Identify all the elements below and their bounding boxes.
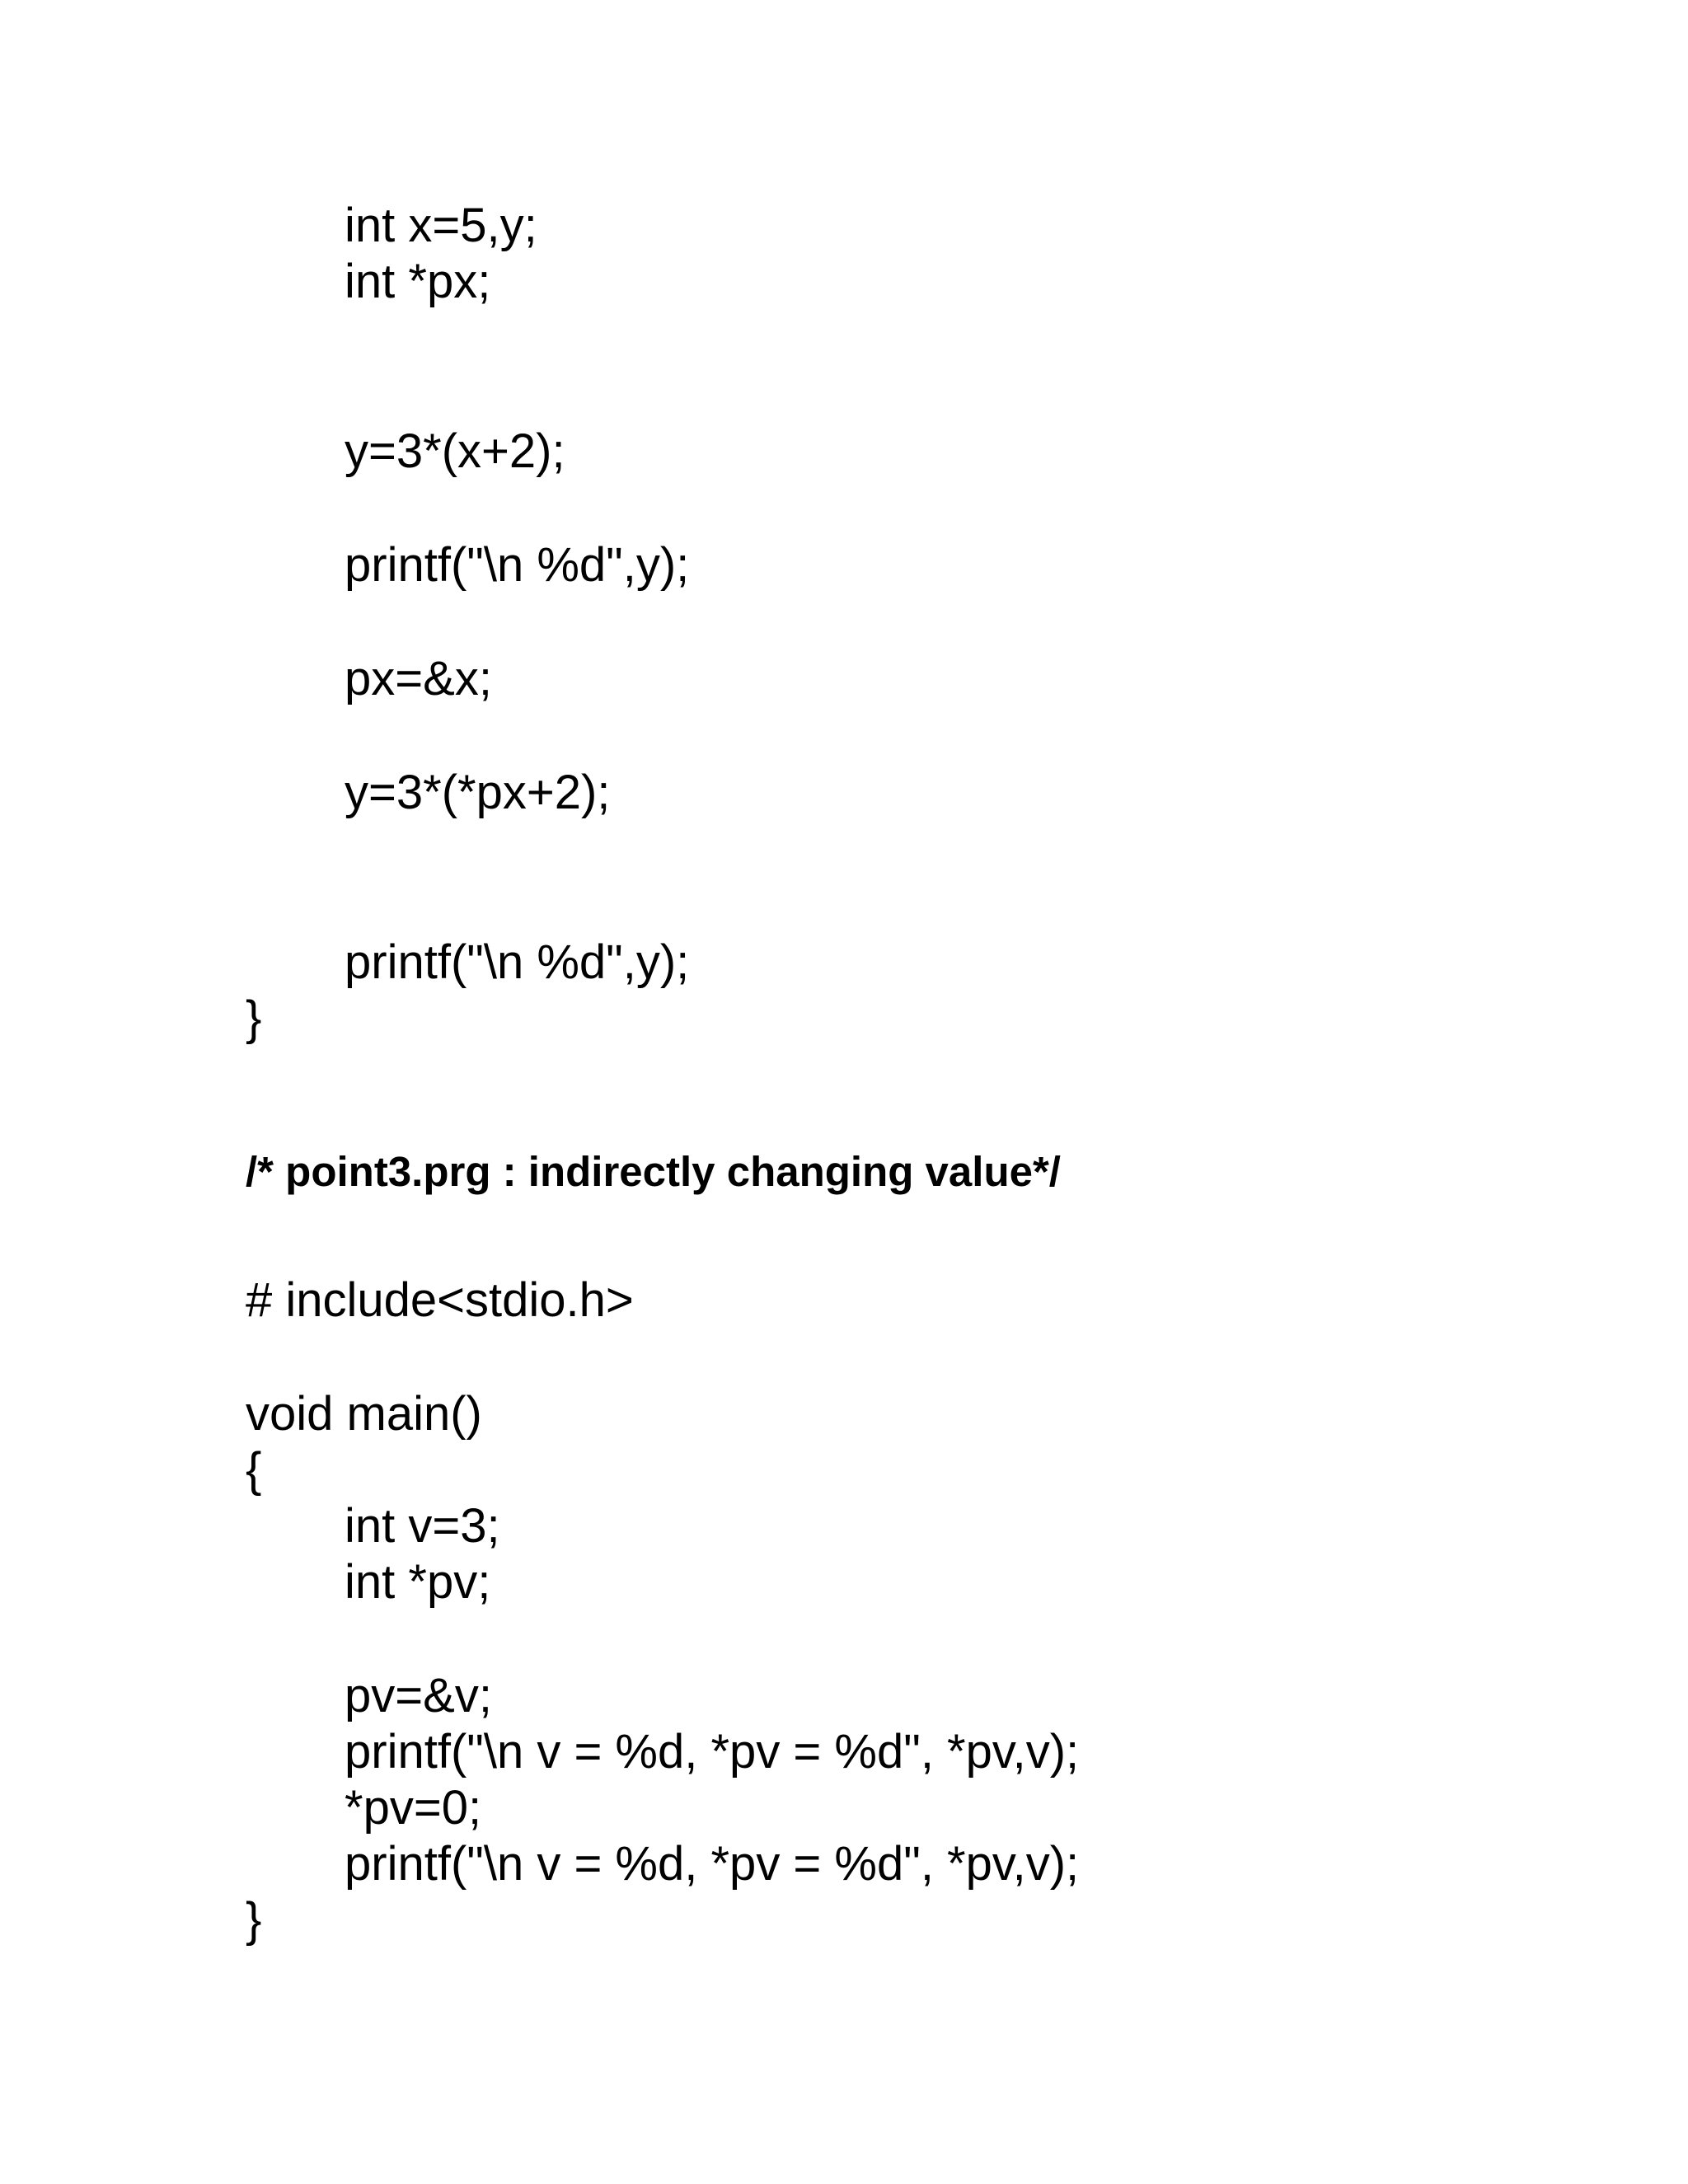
code-line: int v=3;: [345, 1499, 500, 1553]
code-line: # include<stdio.h>: [246, 1273, 634, 1327]
code-line: *pv=0;: [345, 1781, 482, 1835]
code-line: pv=&v;: [345, 1669, 492, 1722]
code-line: void main(): [246, 1387, 482, 1441]
program-comment-heading: /* point3.prg : indirectly changing value*/: [246, 1148, 1061, 1195]
opening-brace: {: [246, 1443, 262, 1497]
code-line: int *pv;: [345, 1555, 491, 1609]
code-line: int *px;: [345, 255, 491, 308]
code-line: printf("\n v = %d, *pv = %d", *pv,v);: [345, 1725, 1080, 1779]
code-line: px=&x;: [345, 652, 492, 705]
closing-brace: }: [246, 991, 262, 1045]
code-line: y=3*(*px+2);: [345, 766, 611, 819]
closing-brace: }: [246, 1893, 262, 1947]
code-line: int x=5,y;: [345, 199, 537, 252]
code-line: printf("\n v = %d, *pv = %d", *pv,v);: [345, 1837, 1080, 1891]
code-line: y=3*(x+2);: [345, 424, 565, 478]
code-line: printf("\n %d",y);: [345, 538, 690, 592]
code-line: printf("\n %d",y);: [345, 935, 690, 989]
